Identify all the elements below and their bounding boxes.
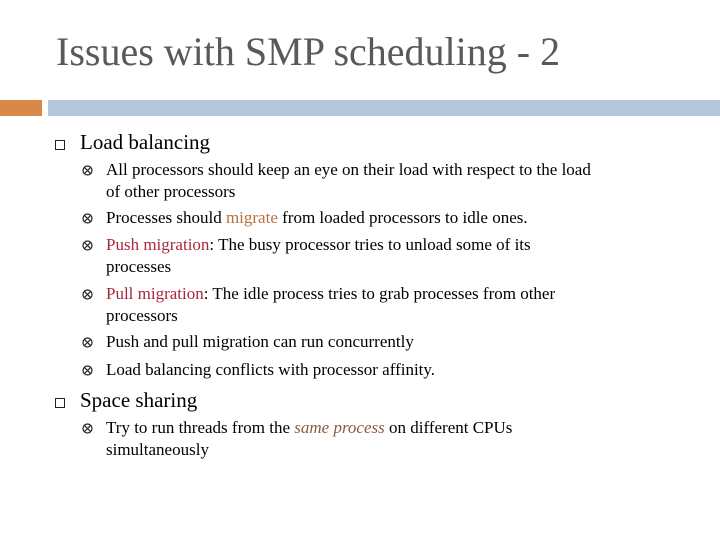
circle-cross-bullet-icon: [82, 289, 93, 300]
section-heading-load-balancing: Load balancing: [80, 130, 211, 154]
circle-cross-bullet-icon: [82, 423, 93, 434]
bullet-text: All processors should keep an eye on their load with respect to the load of other processors: [106, 160, 591, 201]
circle-cross-bullet-icon: [82, 337, 93, 348]
highlight-push-migration: Push migration: [106, 235, 210, 254]
bullet-text: Push migration: The busy processor tries to unload some of its processes: [106, 235, 531, 276]
highlight-pull-migration: Pull migration: [106, 284, 204, 303]
circle-cross-bullet-icon: [82, 240, 93, 251]
bullet-text: Pull migration: The idle process tries to grab processes from other processors: [106, 284, 556, 325]
highlight-same-process: same process: [294, 418, 385, 437]
bullet-text: Push and pull migration can run concurrently: [106, 332, 414, 351]
bullet-text: Try to run threads from the same process on different CPUs simultaneously: [106, 418, 513, 459]
slide-title: Issues with SMP scheduling - 2: [56, 29, 561, 74]
circle-cross-bullet-icon: [82, 165, 93, 176]
section-heading-space-sharing: Space sharing: [80, 388, 198, 412]
square-bullet-icon: [55, 398, 65, 408]
bullet-text: Load balancing conflicts with processor affinity.: [106, 360, 436, 379]
square-bullet-icon: [55, 140, 65, 150]
circle-cross-bullet-icon: [82, 365, 93, 376]
highlight-migrate: migrate: [225, 208, 278, 227]
circle-cross-bullet-icon: [82, 213, 93, 224]
bullet-text: Processes should migrate from loaded processors to idle ones.: [106, 208, 528, 227]
